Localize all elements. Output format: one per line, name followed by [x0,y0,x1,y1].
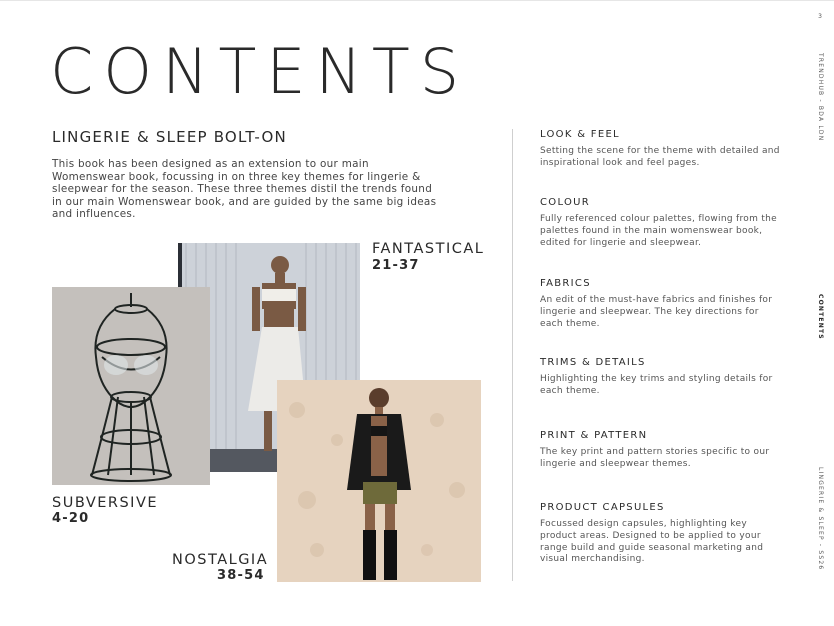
theme-subversive-name: SUBVERSIVE [52,495,159,511]
section-description: Fully referenced colour palettes, flowing from the palettes found in the main womenswear book, edited for lingerie and sleepwear. [540,214,778,248]
section-heading: LOOK & FEEL [540,129,620,140]
section-description: An edit of the must-have fabrics and finishes for lingerie and sleepwear. The key directions for each theme. [540,295,773,329]
nostalgia-illustration [277,380,481,582]
running-header-section: CONTENTS [817,294,824,340]
subversive-illustration [52,287,210,485]
section-heading: PRINT & PATTERN [540,430,648,441]
running-header-book: LINGERIE & SLEEP - SS26 [817,467,824,571]
nostalgia-photo[interactable] [277,380,481,582]
section-product-capsules [540,502,780,566]
intro-paragraph: This book has been designed as an extension to our main Womenswear book, focussing in on three key themes for lingerie & sleepwear for the season. These three themes distil the trends found in our main Womenswear book, and are guided by the same big ideas and influences. [52,158,437,220]
book-subtitle: LINGERIE & SLEEP BOLT-ON [52,128,287,146]
section-fabrics [540,278,780,330]
running-header-brand: TRENDHUB - BDA LDN [817,53,824,142]
section-heading: FABRICS [540,278,591,289]
section-trims-details [540,357,780,398]
column-divider [512,129,513,581]
theme-nostalgia-name: NOSTALGIA [172,552,269,568]
section-description: The key print and pattern stories specific to our lingerie and sleepwear themes. [540,447,770,469]
section-description: Setting the scene for the theme with detailed and inspirational look and feel pages. [540,146,780,168]
section-colour [540,197,780,249]
section-description: Highlighting the key trims and styling details for each theme. [540,374,773,396]
section-heading: TRIMS & DETAILS [540,357,646,368]
page-number: 3 [818,13,822,20]
section-look-feel [540,129,780,170]
section-description: Focussed design capsules, highlighting key product areas. Designed to be applied to your range build and guide seasonal marketing and visual merchandising. [540,519,764,565]
subversive-photo[interactable] [52,287,210,485]
page-title: CONTENTS [50,35,470,108]
section-heading: PRODUCT CAPSULES [540,502,665,513]
theme-fantastical-pages: 21-37 [372,258,420,273]
section-heading: COLOUR [540,197,591,208]
theme-subversive-pages: 4-20 [52,511,90,526]
theme-nostalgia-pages: 38-54 [217,568,265,583]
section-print-pattern [540,430,780,471]
theme-fantastical-name: FANTASTICAL [372,241,485,257]
